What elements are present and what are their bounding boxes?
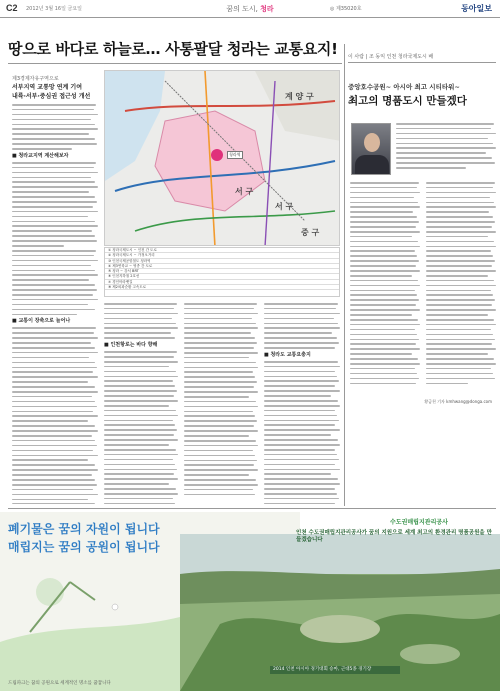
- subhead: ■ 청라도 교통요충지: [264, 351, 311, 358]
- column-body-col-2: [426, 182, 496, 396]
- column-divider: [344, 44, 345, 506]
- article-body-col-2: [104, 303, 178, 506]
- column-kicker: 이 사람 | 조 동익 인천 청라국제도시 배: [348, 54, 434, 60]
- advertisement: [0, 512, 500, 691]
- legend-row: ⑧ 제2외곽순환 고속도로: [105, 285, 339, 290]
- headline-rule: [8, 63, 342, 64]
- map-station-label: 청라역: [229, 152, 241, 157]
- byline-org: 제3경제자유구역으로: [12, 76, 59, 82]
- subhead: ■ 청라교지역 계산해보자: [12, 152, 69, 159]
- ad-sponsor-logo: 수도권매립지관리공사: [390, 519, 448, 526]
- column-rule: [348, 62, 496, 63]
- legend-row: ⑤ 청라 ~ 강서 BRT: [105, 269, 339, 274]
- legend-row: ⑦ 경인아라뱃길: [105, 280, 339, 285]
- article-body-col-3: [184, 303, 258, 506]
- ad-separator: [8, 508, 496, 509]
- column-body-col-1: [350, 182, 420, 396]
- article-headline: 땅으로 바다로 하늘로… 사통팔달 청라는 교통요지!: [8, 40, 338, 58]
- legend-row: ④ 제3연륙교 ~ 영종 간 도로: [105, 264, 339, 269]
- map-label-district: 계 양 구: [285, 92, 314, 101]
- ad-headline-1: 폐기물은 꿈의 자원이 됩니다: [8, 522, 160, 536]
- legend-row: ② 청라국제도시 ~ 가정오거리: [105, 253, 339, 258]
- ad-headline-2: 매립지는 꿈의 공원이 됩니다: [8, 540, 160, 554]
- legend-row: ⑥ 인천지하철 2호선: [105, 274, 339, 279]
- issue-date: 2012년 3월 16일 금요일: [26, 6, 83, 12]
- column-subtitle: 중앙호수공원~ 아시아 최고 시티타워~: [348, 83, 460, 91]
- interviewee-photo: [351, 123, 391, 175]
- subhead: ■ 인천항로는 바다 향해: [104, 342, 158, 349]
- section-title: 꿈의 도시, 청라: [226, 5, 274, 13]
- column-body-intro: [396, 123, 496, 179]
- ad-copy: 인천 수도권매립지관리공사가 꿈의 지원으로 세계 최고의 환경관리 명품공원을 만들겠습니다: [296, 530, 492, 543]
- byline-sub-2: 내륙·서부·중심권 접근성 개선: [12, 93, 91, 100]
- map-label-district: 서 구: [275, 202, 294, 211]
- traffic-map: [104, 70, 340, 246]
- author-signature: 황금천 기자 kmhwang@donga.com: [424, 399, 492, 404]
- map-label-district: 서 구: [235, 187, 254, 196]
- issue-number: ◎ 제35020호: [330, 6, 362, 12]
- legend-row: ③ 인천국제공항철도 청라역: [105, 259, 339, 264]
- masthead: [0, 0, 500, 18]
- subhead: ■ 교통이 장축으로 늘어나: [12, 318, 71, 325]
- page-number: C2: [6, 3, 18, 13]
- ad-photo-caption: 2014 인천 아시아 경기대회 승마, 근대5종 경기장: [270, 666, 400, 674]
- map-legend-table: [104, 247, 340, 297]
- newspaper-logo: 동아일보: [461, 4, 492, 13]
- ad-footnote: 드림파크는 꿈의 공원으로 세계적인 명소를 꿈꿉니다: [8, 681, 111, 686]
- legend-row: ① 청라국제도시 ~ 인천 간 도로: [105, 248, 339, 253]
- map-label-district: 중 구: [301, 228, 320, 237]
- article-body-col-4: [264, 303, 340, 506]
- article-body-col-1: [12, 104, 98, 504]
- column-title: 최고의 명품도시 만들겠다: [348, 95, 467, 107]
- byline-sub-1: 서부지역 교통망 연계 기여: [12, 84, 83, 91]
